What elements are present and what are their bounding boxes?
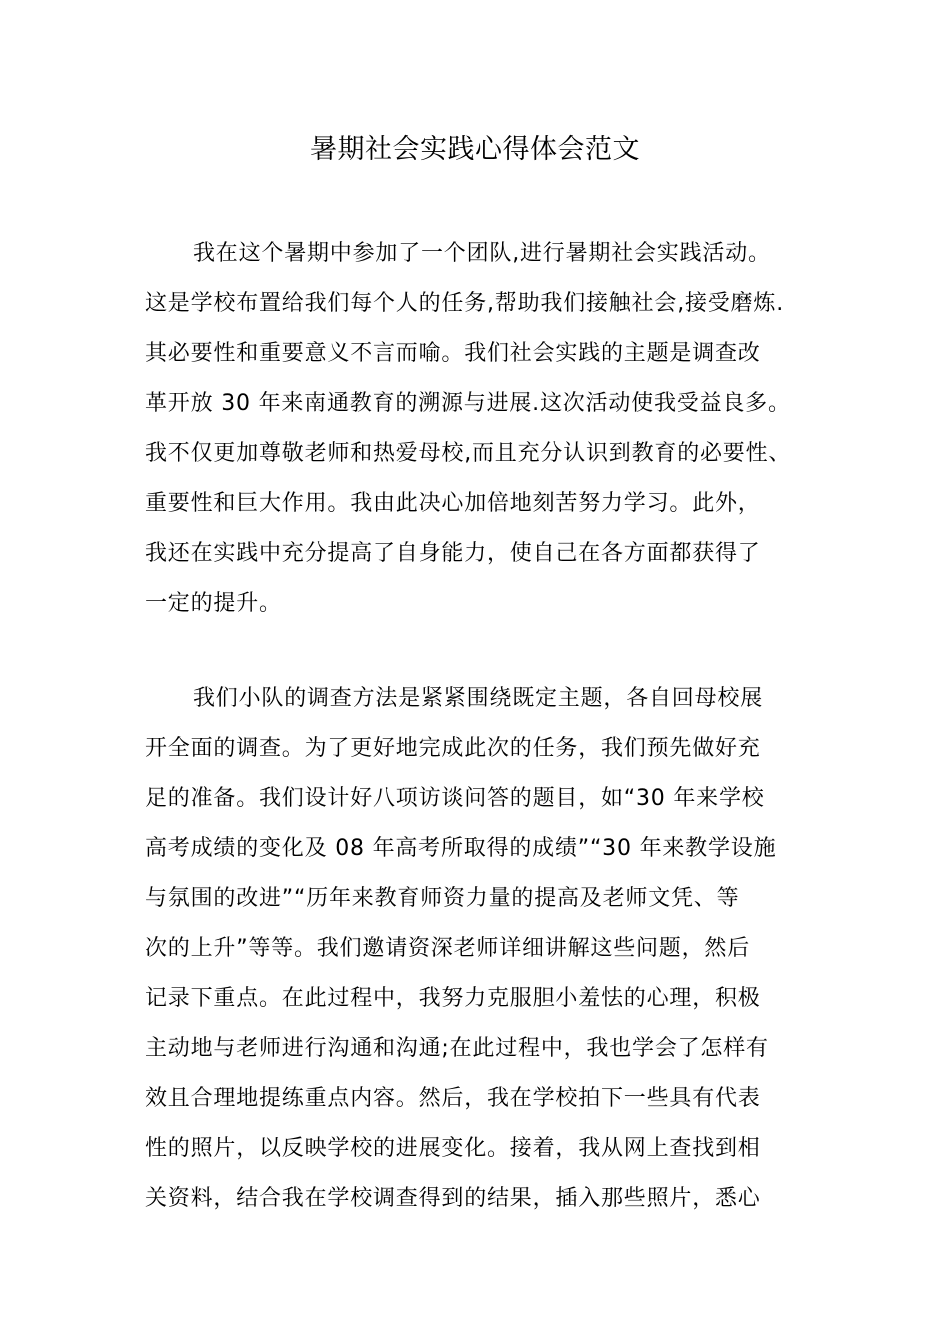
- paragraph-line: 其必要性和重要意义不言而喻。我们社会实践的主题是调查改: [145, 341, 761, 366]
- paragraph-1: [145, 229, 825, 629]
- paragraph-line: 性的照片，以反映学校的进展变化。接着，我从网上查找到相: [145, 1136, 761, 1161]
- paragraph-line: 关资料，结合我在学校调查得到的结果，插入那些照片，悉心: [145, 1186, 761, 1211]
- document-title: 暑期社会实践心得体会范文: [310, 134, 640, 165]
- paragraph-line: 我还在实践中充分提高了自身能力，使自己在各方面都获得了: [145, 541, 761, 566]
- paragraph-line: 足的准备。我们设计好八项访谈问答的题目，如“30 年来学校: [145, 786, 765, 811]
- paragraph-line: 我不仅更加尊敬老师和热爱母校,而且充分认识到教育的必要性、: [145, 441, 792, 466]
- paragraph-2: [145, 674, 825, 1224]
- paragraph-line: 我们小队的调查方法是紧紧围绕既定主题，各自回母校展: [193, 686, 764, 711]
- paragraph-line: 重要性和巨大作用。我由此决心加倍地刻苦努力学习。此外，: [145, 491, 761, 516]
- paragraph-line: 与氛围的改进”“历年来教育师资力量的提高及老师文凭、等: [145, 886, 740, 911]
- paragraph-line: 我在这个暑期中参加了一个团队,进行暑期社会实践活动。: [193, 241, 771, 266]
- paragraph-line: 次的上升”等等。我们邀请资深老师详细讲解这些问题，然后: [145, 936, 750, 961]
- paragraph-line: 革开放 30 年来南通教育的溯源与进展.这次活动使我受益良多。: [145, 391, 791, 416]
- paragraph-line: 高考成绩的变化及 08 年高考所取得的成绩”“30 年来教学设施: [145, 836, 777, 861]
- paragraph-line: 这是学校布置给我们每个人的任务,帮助我们接触社会,接受磨炼.: [145, 291, 784, 316]
- paragraph-line: 开全面的调查。为了更好地完成此次的任务，我们预先做好充: [145, 736, 761, 761]
- paragraph-line: 记录下重点。在此过程中，我努力克服胆小羞怯的心理，积极: [145, 986, 761, 1011]
- paragraph-line: 效且合理地提练重点内容。然后，我在学校拍下一些具有代表: [145, 1086, 761, 1111]
- paragraph-line: 主动地与老师进行沟通和沟通;在此过程中，我也学会了怎样有: [145, 1036, 769, 1061]
- paragraph-line: 一定的提升。: [145, 591, 282, 616]
